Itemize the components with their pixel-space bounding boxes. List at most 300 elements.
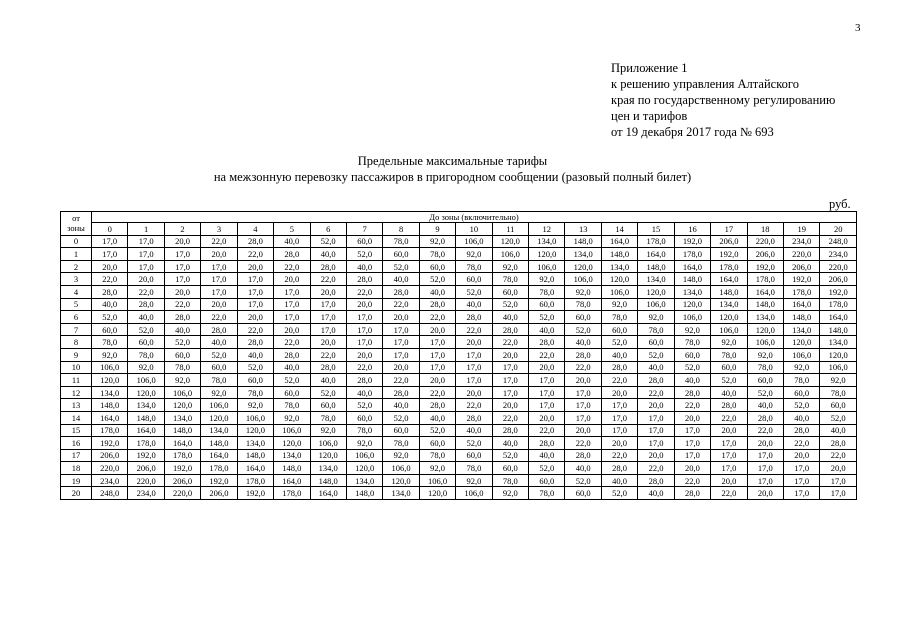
tariff-cell: 20,0 bbox=[237, 311, 273, 324]
tariff-cell: 234,0 bbox=[128, 487, 164, 500]
tariff-cell: 20,0 bbox=[456, 386, 492, 399]
tariff-cell: 17,0 bbox=[164, 273, 200, 286]
tariff-cell: 52,0 bbox=[601, 336, 637, 349]
column-header: 14 bbox=[601, 223, 637, 236]
tariff-cell: 28,0 bbox=[784, 424, 820, 437]
tariff-cell: 206,0 bbox=[820, 273, 857, 286]
tariff-cell: 20,0 bbox=[164, 235, 200, 248]
tariff-cell: 134,0 bbox=[164, 411, 200, 424]
document-title bbox=[0, 153, 905, 185]
row-zone-label: 15 bbox=[61, 424, 92, 437]
row-zone-label: 11 bbox=[61, 374, 92, 387]
tariff-cell: 52,0 bbox=[310, 235, 346, 248]
tariff-cell: 60,0 bbox=[492, 462, 528, 475]
tariff-cell: 20,0 bbox=[92, 260, 128, 273]
tariff-cell: 220,0 bbox=[784, 248, 820, 261]
tariff-cell: 52,0 bbox=[164, 336, 200, 349]
tariff-cell: 60,0 bbox=[820, 399, 857, 412]
tariff-cell: 60,0 bbox=[383, 248, 419, 261]
tariff-cell: 28,0 bbox=[492, 424, 528, 437]
row-zone-label: 8 bbox=[61, 336, 92, 349]
tariff-cell: 206,0 bbox=[128, 462, 164, 475]
tariff-cell: 17,0 bbox=[456, 361, 492, 374]
row-zone-label: 0 bbox=[61, 235, 92, 248]
tariff-cell: 17,0 bbox=[346, 323, 382, 336]
tariff-cell: 60,0 bbox=[456, 273, 492, 286]
tariff-cell: 40,0 bbox=[419, 285, 455, 298]
tariff-cell: 92,0 bbox=[492, 260, 528, 273]
tariff-cell: 20,0 bbox=[201, 248, 237, 261]
tariff-cell: 148,0 bbox=[784, 311, 820, 324]
tariff-cell: 22,0 bbox=[310, 348, 346, 361]
from-zone-label-1: от bbox=[72, 213, 80, 224]
tariff-cell: 120,0 bbox=[565, 260, 601, 273]
tariff-cell: 22,0 bbox=[784, 437, 820, 450]
tariff-cell: 148,0 bbox=[747, 298, 783, 311]
tariff-cell: 28,0 bbox=[492, 323, 528, 336]
tariff-cell: 120,0 bbox=[529, 248, 565, 261]
tariff-cell: 17,0 bbox=[784, 462, 820, 475]
tariff-cell: 178,0 bbox=[201, 462, 237, 475]
column-header-row bbox=[61, 223, 857, 236]
tariff-cell: 40,0 bbox=[274, 361, 310, 374]
tariff-cell: 92,0 bbox=[784, 361, 820, 374]
column-header: 18 bbox=[747, 223, 783, 236]
tariff-cell: 60,0 bbox=[565, 487, 601, 500]
tariff-cell: 178,0 bbox=[237, 474, 273, 487]
tariff-cell: 22,0 bbox=[601, 374, 637, 387]
tariff-cell: 20,0 bbox=[456, 336, 492, 349]
tariff-cell: 22,0 bbox=[492, 336, 528, 349]
tariff-cell: 52,0 bbox=[565, 474, 601, 487]
tariff-cell: 28,0 bbox=[601, 361, 637, 374]
tariff-cell: 60,0 bbox=[784, 386, 820, 399]
tariff-cell: 28,0 bbox=[346, 273, 382, 286]
tariff-cell: 20,0 bbox=[747, 487, 783, 500]
tariff-cell: 28,0 bbox=[565, 348, 601, 361]
tariff-cell: 20,0 bbox=[128, 273, 164, 286]
tariff-cell: 22,0 bbox=[529, 424, 565, 437]
tariff-cell: 20,0 bbox=[638, 399, 674, 412]
from-zone-header bbox=[61, 212, 92, 236]
tariff-cell: 52,0 bbox=[383, 260, 419, 273]
tariff-cell: 28,0 bbox=[747, 411, 783, 424]
tariff-cell: 40,0 bbox=[784, 411, 820, 424]
tariff-cell: 60,0 bbox=[383, 424, 419, 437]
tariff-cell: 106,0 bbox=[128, 374, 164, 387]
tariff-cell: 106,0 bbox=[346, 449, 382, 462]
tariff-cell: 120,0 bbox=[638, 285, 674, 298]
tariff-cell: 206,0 bbox=[92, 449, 128, 462]
appendix-line: цен и тарифов bbox=[611, 109, 688, 123]
tariff-cell: 78,0 bbox=[237, 386, 273, 399]
tariff-cell: 20,0 bbox=[237, 260, 273, 273]
tariff-cell: 22,0 bbox=[383, 374, 419, 387]
tariff-cell: 164,0 bbox=[92, 411, 128, 424]
tariff-cell: 17,0 bbox=[638, 437, 674, 450]
tariff-cell: 60,0 bbox=[529, 298, 565, 311]
appendix-line: к решению управления Алтайского bbox=[611, 77, 799, 91]
appendix-line: края по государственному регулированию bbox=[611, 93, 836, 107]
tariff-cell: 234,0 bbox=[784, 235, 820, 248]
column-header: 6 bbox=[310, 223, 346, 236]
tariff-cell: 20,0 bbox=[274, 323, 310, 336]
tariff-cell: 17,0 bbox=[747, 474, 783, 487]
tariff-cell: 52,0 bbox=[128, 323, 164, 336]
tariff-cell: 40,0 bbox=[383, 399, 419, 412]
tariff-cell: 92,0 bbox=[492, 487, 528, 500]
tariff-cell: 22,0 bbox=[638, 462, 674, 475]
tariff-cell: 78,0 bbox=[747, 361, 783, 374]
tariff-cell: 17,0 bbox=[492, 361, 528, 374]
tariff-cell: 60,0 bbox=[456, 449, 492, 462]
tariff-cell: 134,0 bbox=[747, 311, 783, 324]
tariff-cell: 52,0 bbox=[529, 311, 565, 324]
tariff-cell: 22,0 bbox=[383, 298, 419, 311]
tariff-cell: 192,0 bbox=[237, 487, 273, 500]
tariff-cell: 148,0 bbox=[164, 424, 200, 437]
tariff-cell: 120,0 bbox=[419, 487, 455, 500]
tariff-cell: 17,0 bbox=[383, 336, 419, 349]
tariff-cell: 134,0 bbox=[128, 399, 164, 412]
tariff-cell: 52,0 bbox=[674, 361, 710, 374]
column-header: 20 bbox=[820, 223, 857, 236]
tariff-cell: 78,0 bbox=[128, 348, 164, 361]
column-header: 11 bbox=[492, 223, 528, 236]
tariff-cell: 22,0 bbox=[456, 323, 492, 336]
tariff-cell: 20,0 bbox=[310, 285, 346, 298]
tariff-cell: 17,0 bbox=[601, 424, 637, 437]
tariff-cell: 22,0 bbox=[92, 273, 128, 286]
tariff-cell: 192,0 bbox=[674, 235, 710, 248]
tariff-cell: 22,0 bbox=[201, 311, 237, 324]
tariff-cell: 22,0 bbox=[274, 336, 310, 349]
tariff-cell: 28,0 bbox=[674, 386, 710, 399]
tariff-cell: 120,0 bbox=[128, 386, 164, 399]
tariff-cell: 28,0 bbox=[419, 298, 455, 311]
tariff-cell: 17,0 bbox=[201, 273, 237, 286]
tariff-cell: 20,0 bbox=[164, 285, 200, 298]
tariff-cell: 134,0 bbox=[346, 474, 382, 487]
tariff-cell: 28,0 bbox=[638, 374, 674, 387]
tariff-cell: 52,0 bbox=[346, 248, 382, 261]
tariff-cell: 192,0 bbox=[92, 437, 128, 450]
row-zone-label: 2 bbox=[61, 260, 92, 273]
tariff-cell: 22,0 bbox=[456, 399, 492, 412]
tariff-cell: 28,0 bbox=[529, 336, 565, 349]
tariff-cell: 52,0 bbox=[383, 411, 419, 424]
tariff-cell: 120,0 bbox=[383, 474, 419, 487]
tariff-cell: 28,0 bbox=[529, 437, 565, 450]
tariff-cell: 106,0 bbox=[383, 462, 419, 475]
tariff-cell: 148,0 bbox=[128, 411, 164, 424]
tariff-cell: 106,0 bbox=[638, 298, 674, 311]
table-row bbox=[61, 235, 857, 248]
tariff-cell: 60,0 bbox=[128, 336, 164, 349]
tariff-cell: 40,0 bbox=[820, 424, 857, 437]
tariff-cell: 178,0 bbox=[784, 285, 820, 298]
tariff-cell: 106,0 bbox=[92, 361, 128, 374]
row-zone-label: 1 bbox=[61, 248, 92, 261]
tariff-cell: 20,0 bbox=[383, 311, 419, 324]
tariff-cell: 220,0 bbox=[820, 260, 857, 273]
tariff-cell: 40,0 bbox=[92, 298, 128, 311]
appendix-line: от 19 декабря 2017 года № 693 bbox=[611, 125, 774, 139]
column-header: 17 bbox=[711, 223, 747, 236]
tariff-cell: 17,0 bbox=[237, 285, 273, 298]
table-row bbox=[61, 411, 857, 424]
tariff-cell: 92,0 bbox=[529, 273, 565, 286]
row-zone-label: 5 bbox=[61, 298, 92, 311]
tariff-cell: 28,0 bbox=[711, 399, 747, 412]
tariff-cell: 78,0 bbox=[456, 462, 492, 475]
tariff-cell: 192,0 bbox=[164, 462, 200, 475]
tariff-cell: 40,0 bbox=[747, 399, 783, 412]
tariff-cell: 78,0 bbox=[164, 361, 200, 374]
tariff-cell: 220,0 bbox=[128, 474, 164, 487]
tariff-cell: 22,0 bbox=[237, 323, 273, 336]
row-zone-label: 7 bbox=[61, 323, 92, 336]
tariff-cell: 17,0 bbox=[128, 248, 164, 261]
table-row bbox=[61, 462, 857, 475]
tariff-cell: 120,0 bbox=[346, 462, 382, 475]
tariff-cell: 120,0 bbox=[601, 273, 637, 286]
tariff-cell: 134,0 bbox=[274, 449, 310, 462]
tariff-cell: 40,0 bbox=[565, 336, 601, 349]
row-zone-label: 4 bbox=[61, 285, 92, 298]
tariff-cell: 178,0 bbox=[674, 248, 710, 261]
tariff-cell: 106,0 bbox=[711, 323, 747, 336]
tariff-cell: 92,0 bbox=[383, 449, 419, 462]
column-header: 7 bbox=[346, 223, 382, 236]
tariff-cell: 164,0 bbox=[784, 298, 820, 311]
tariff-cell: 78,0 bbox=[383, 235, 419, 248]
row-zone-label: 14 bbox=[61, 411, 92, 424]
tariff-cell: 17,0 bbox=[529, 374, 565, 387]
column-header: 0 bbox=[92, 223, 128, 236]
table-row bbox=[61, 361, 857, 374]
tariff-cell: 148,0 bbox=[711, 285, 747, 298]
tariff-cell: 164,0 bbox=[274, 474, 310, 487]
tariff-cell: 134,0 bbox=[784, 323, 820, 336]
to-zone-header: До зоны (включительно) bbox=[92, 212, 857, 223]
tariff-cell: 17,0 bbox=[92, 235, 128, 248]
tariff-cell: 17,0 bbox=[201, 260, 237, 273]
column-header: 5 bbox=[274, 223, 310, 236]
column-header: 9 bbox=[419, 223, 455, 236]
tariff-cell: 178,0 bbox=[747, 273, 783, 286]
tariff-cell: 17,0 bbox=[638, 411, 674, 424]
column-header: 4 bbox=[237, 223, 273, 236]
tariff-cell: 178,0 bbox=[128, 437, 164, 450]
tariff-cell: 148,0 bbox=[638, 260, 674, 273]
tariff-cell: 17,0 bbox=[674, 449, 710, 462]
tariff-cell: 40,0 bbox=[529, 323, 565, 336]
tariff-cell: 192,0 bbox=[784, 273, 820, 286]
from-zone-label-2: зоны bbox=[67, 223, 85, 234]
tariff-cell: 40,0 bbox=[346, 386, 382, 399]
tariff-cell: 78,0 bbox=[92, 336, 128, 349]
tariff-cell: 78,0 bbox=[274, 399, 310, 412]
tariff-cell: 134,0 bbox=[674, 285, 710, 298]
tariff-cell: 78,0 bbox=[492, 273, 528, 286]
title-line-1: Предельные максимальные тарифы bbox=[357, 154, 548, 168]
table-row bbox=[61, 273, 857, 286]
tariff-cell: 178,0 bbox=[92, 424, 128, 437]
tariff-cell: 17,0 bbox=[274, 311, 310, 324]
tariff-cell: 192,0 bbox=[711, 248, 747, 261]
tariff-cell: 52,0 bbox=[784, 399, 820, 412]
tariff-cell: 148,0 bbox=[565, 235, 601, 248]
tariff-cell: 17,0 bbox=[529, 399, 565, 412]
tariff-cell: 164,0 bbox=[674, 260, 710, 273]
tariff-cell: 106,0 bbox=[164, 386, 200, 399]
tariff-cell: 52,0 bbox=[419, 424, 455, 437]
tariff-cell: 20,0 bbox=[674, 462, 710, 475]
tariff-cell: 78,0 bbox=[201, 374, 237, 387]
column-header: 8 bbox=[383, 223, 419, 236]
tariff-cell: 17,0 bbox=[128, 235, 164, 248]
tariff-cell: 28,0 bbox=[237, 235, 273, 248]
tariff-cell: 17,0 bbox=[346, 311, 382, 324]
tariff-cell: 234,0 bbox=[820, 248, 857, 261]
tariff-cell: 17,0 bbox=[674, 424, 710, 437]
tariff-cell: 20,0 bbox=[784, 449, 820, 462]
tariff-cell: 40,0 bbox=[601, 348, 637, 361]
tariff-cell: 178,0 bbox=[638, 235, 674, 248]
tariff-cell: 28,0 bbox=[565, 449, 601, 462]
tariff-cell: 134,0 bbox=[820, 336, 857, 349]
tariff-cell: 22,0 bbox=[820, 449, 857, 462]
tariff-cell: 78,0 bbox=[784, 374, 820, 387]
column-header: 1 bbox=[128, 223, 164, 236]
tariff-cell: 164,0 bbox=[711, 273, 747, 286]
tariff-cell: 40,0 bbox=[164, 323, 200, 336]
tariff-cell: 164,0 bbox=[237, 462, 273, 475]
tariff-cell: 20,0 bbox=[346, 348, 382, 361]
tariff-cell: 78,0 bbox=[419, 248, 455, 261]
tariff-cell: 106,0 bbox=[201, 399, 237, 412]
tariff-cell: 148,0 bbox=[310, 474, 346, 487]
tariff-cell: 28,0 bbox=[92, 285, 128, 298]
column-header: 19 bbox=[784, 223, 820, 236]
tariff-cell: 17,0 bbox=[711, 437, 747, 450]
tariff-cell: 60,0 bbox=[747, 374, 783, 387]
tariff-cell: 164,0 bbox=[820, 311, 857, 324]
tariff-cell: 17,0 bbox=[601, 411, 637, 424]
tariff-cell: 17,0 bbox=[820, 487, 857, 500]
tariff-cell: 22,0 bbox=[237, 248, 273, 261]
table-row bbox=[61, 386, 857, 399]
tariff-cell: 192,0 bbox=[128, 449, 164, 462]
tariff-cell: 28,0 bbox=[674, 487, 710, 500]
tariff-cell: 78,0 bbox=[310, 411, 346, 424]
tariff-cell: 40,0 bbox=[201, 336, 237, 349]
tariff-cell: 60,0 bbox=[565, 311, 601, 324]
tariff-cell: 17,0 bbox=[383, 323, 419, 336]
tariff-cell: 52,0 bbox=[820, 411, 857, 424]
tariff-cell: 20,0 bbox=[674, 411, 710, 424]
tariff-cell: 17,0 bbox=[419, 348, 455, 361]
tariff-cell: 17,0 bbox=[92, 248, 128, 261]
tariff-cell: 17,0 bbox=[674, 437, 710, 450]
table-row bbox=[61, 248, 857, 261]
tariff-cell: 22,0 bbox=[747, 424, 783, 437]
table-row bbox=[61, 260, 857, 273]
tariff-cell: 60,0 bbox=[492, 285, 528, 298]
tariff-cell: 22,0 bbox=[529, 348, 565, 361]
tariff-cell: 17,0 bbox=[383, 348, 419, 361]
tariff-cell: 17,0 bbox=[237, 273, 273, 286]
page-number: 3 bbox=[855, 22, 861, 34]
tariff-cell: 17,0 bbox=[310, 311, 346, 324]
tariff-cell: 20,0 bbox=[529, 411, 565, 424]
table-row bbox=[61, 424, 857, 437]
tariff-cell: 28,0 bbox=[383, 386, 419, 399]
column-header: 10 bbox=[456, 223, 492, 236]
tariff-cell: 148,0 bbox=[601, 248, 637, 261]
tariff-cell: 40,0 bbox=[237, 348, 273, 361]
tariff-cell: 106,0 bbox=[237, 411, 273, 424]
table-row bbox=[61, 336, 857, 349]
tariff-cell: 28,0 bbox=[310, 260, 346, 273]
tariff-cell: 92,0 bbox=[638, 311, 674, 324]
tariff-cell: 28,0 bbox=[164, 311, 200, 324]
tariff-cell: 148,0 bbox=[92, 399, 128, 412]
tariff-cell: 17,0 bbox=[456, 348, 492, 361]
tariff-cell: 20,0 bbox=[419, 374, 455, 387]
table-row bbox=[61, 437, 857, 450]
column-header: 16 bbox=[674, 223, 710, 236]
tariff-cell: 28,0 bbox=[820, 437, 857, 450]
tariff-cell: 40,0 bbox=[383, 273, 419, 286]
tariff-cell: 134,0 bbox=[711, 298, 747, 311]
column-header: 2 bbox=[164, 223, 200, 236]
table-row bbox=[61, 399, 857, 412]
tariff-cell: 234,0 bbox=[92, 474, 128, 487]
tariff-cell: 20,0 bbox=[274, 273, 310, 286]
tariff-cell: 106,0 bbox=[747, 336, 783, 349]
tariff-cell: 40,0 bbox=[346, 260, 382, 273]
tariff-cell: 60,0 bbox=[601, 323, 637, 336]
row-zone-label: 6 bbox=[61, 311, 92, 324]
tariff-cell: 120,0 bbox=[820, 348, 857, 361]
tariff-cell: 120,0 bbox=[784, 336, 820, 349]
row-zone-label: 10 bbox=[61, 361, 92, 374]
tariff-cell: 17,0 bbox=[492, 386, 528, 399]
tariff-cell: 206,0 bbox=[784, 260, 820, 273]
tariff-cell: 17,0 bbox=[601, 399, 637, 412]
tariff-cell: 178,0 bbox=[820, 298, 857, 311]
tariff-cell: 92,0 bbox=[601, 298, 637, 311]
tariff-cell: 20,0 bbox=[565, 424, 601, 437]
tariff-cell: 134,0 bbox=[237, 437, 273, 450]
tariff-cell: 78,0 bbox=[601, 311, 637, 324]
tariff-cell: 60,0 bbox=[201, 361, 237, 374]
tariff-cell: 92,0 bbox=[164, 374, 200, 387]
tariff-cell: 20,0 bbox=[492, 399, 528, 412]
tariff-cell: 40,0 bbox=[674, 374, 710, 387]
tariff-cell: 40,0 bbox=[419, 411, 455, 424]
tariff-cell: 192,0 bbox=[820, 285, 857, 298]
tariff-cell: 20,0 bbox=[601, 437, 637, 450]
tariff-cell: 22,0 bbox=[492, 411, 528, 424]
tariff-cell: 106,0 bbox=[601, 285, 637, 298]
tariff-cell: 60,0 bbox=[310, 399, 346, 412]
tariff-cell: 52,0 bbox=[346, 399, 382, 412]
tariff-cell: 20,0 bbox=[346, 298, 382, 311]
tariff-cell: 120,0 bbox=[310, 449, 346, 462]
